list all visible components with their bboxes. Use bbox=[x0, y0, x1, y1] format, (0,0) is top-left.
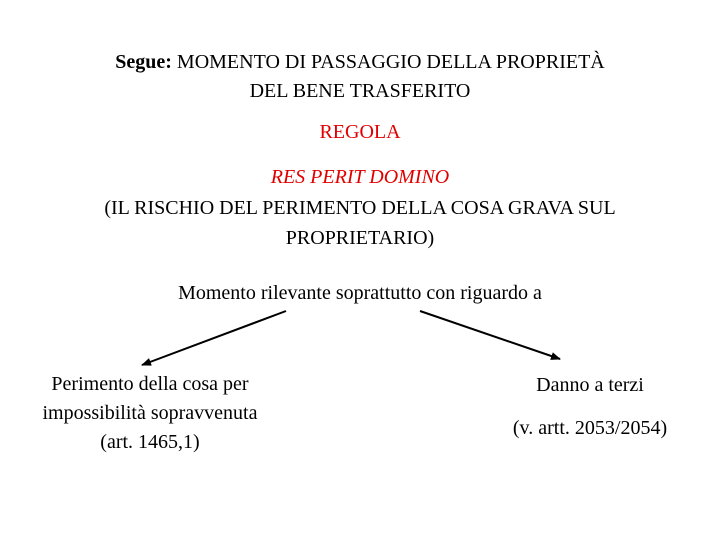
right-branch-line-1: Danno a terzi bbox=[536, 374, 644, 396]
rule-maxim: RES PERIT DOMINO bbox=[270, 166, 450, 188]
left-branch-line-2: impossibilità sopravvenuta bbox=[42, 402, 258, 424]
right-branch-citation: (v. artt. 2053/2054) bbox=[512, 417, 668, 439]
rule-heading: REGOLA bbox=[319, 121, 401, 143]
title-prefix: Segue: bbox=[115, 51, 172, 73]
left-branch-line-1: Perimento della cosa per bbox=[51, 373, 249, 395]
rule-explanation-line-2: PROPRIETARIO) bbox=[285, 227, 435, 249]
title-main: MOMENTO DI PASSAGGIO DELLA PROPRIETÀ bbox=[176, 51, 605, 73]
right-arrow bbox=[420, 311, 560, 359]
title-line-2: DEL BENE TRASFERITO bbox=[249, 80, 471, 102]
left-branch-citation: (art. 1465,1) bbox=[100, 431, 200, 453]
relevance-text: Momento rilevante soprattutto con riguardo a bbox=[178, 282, 542, 304]
left-branch bbox=[10, 370, 290, 457]
rule-explanation-line-1: (IL RISCHIO DEL PERIMENTO DELLA COSA GRAVA SUL bbox=[104, 197, 616, 219]
right-branch bbox=[470, 373, 710, 440]
left-arrow bbox=[142, 311, 286, 365]
